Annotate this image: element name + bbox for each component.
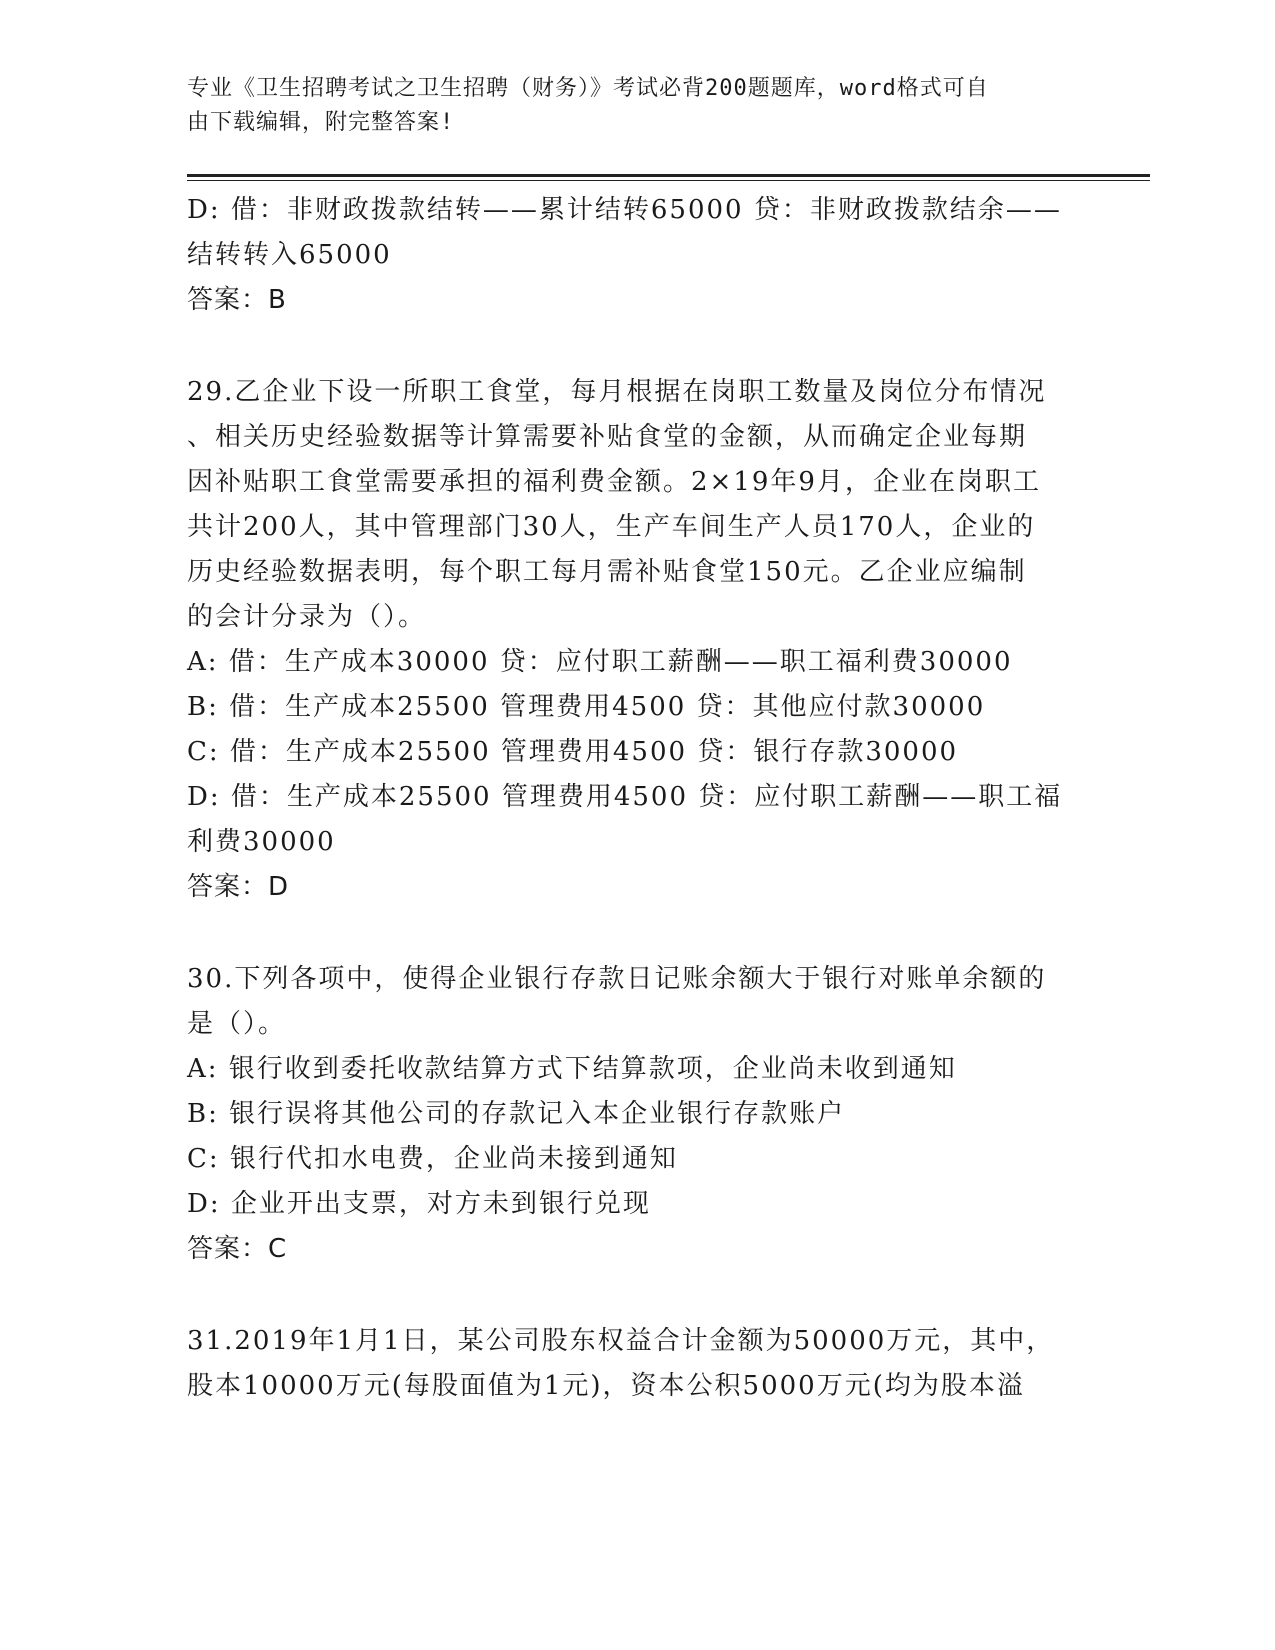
- question-stem-line: 股本10000万元(每股面值为1元)，资本公积5000万元(均为股本溢: [187, 1371, 1025, 1401]
- question-stem-line: 因补贴职工食堂需要承担的福利费金额。2×19年9月，企业在岗职工: [187, 467, 1041, 497]
- question-stem-line: 、相关历史经验数据等计算需要补贴食堂的金额，从而确定企业每期: [187, 422, 1028, 452]
- question-stem-line: 是（）。: [187, 1009, 287, 1039]
- document-body: [187, 188, 1087, 1409]
- question-28-tail: [187, 188, 1087, 323]
- question-stem-line: 31.2019年1月1日，某公司股东权益合计金额为50000万元，其中，: [187, 1326, 1055, 1356]
- question-29: [187, 370, 1087, 910]
- question-stem-line: 30.下列各项中，使得企业银行存款日记账余额大于银行对账单余额的: [187, 964, 1047, 994]
- option-d-line-1: D: 借：非财政拨款结转——累计结转65000 贷：非财政拨款结余——: [187, 195, 1062, 225]
- question-stem-line: 的会计分录为（）。: [187, 602, 427, 632]
- option-c: C: 银行代扣水电费，企业尚未接到通知: [187, 1144, 678, 1174]
- header-line-1: 专业《卫生招聘考试之卫生招聘（财务）》考试必背200题题库，word格式可自: [187, 76, 989, 101]
- option-d: D: 企业开出支票，对方未到银行兑现: [187, 1189, 651, 1219]
- answer-label: 答案：D: [187, 872, 290, 902]
- option-a: A: 银行收到委托收款结算方式下结算款项，企业尚未收到通知: [187, 1054, 957, 1084]
- option-d-line-2: 利费30000: [187, 827, 336, 857]
- document-header: [187, 72, 1087, 140]
- question-stem-line: 历史经验数据表明，每个职工每月需补贴食堂150元。乙企业应编制: [187, 557, 1027, 587]
- option-c: C: 借：生产成本25500 管理费用4500 贷：银行存款30000: [187, 737, 959, 767]
- header-divider-thin: [187, 180, 1150, 181]
- answer-label: 答案：B: [187, 285, 287, 315]
- header-line-2: 由下载编辑，附完整答案!: [187, 110, 455, 135]
- question-31: [187, 1319, 1087, 1409]
- option-d-line-2: 结转转入65000: [187, 240, 392, 270]
- option-b: B: 银行误将其他公司的存款记入本企业银行存款账户: [187, 1099, 846, 1129]
- question-30: [187, 957, 1087, 1272]
- question-stem-line: 29.乙企业下设一所职工食堂，每月根据在岗职工数量及岗位分布情况: [187, 377, 1047, 407]
- option-d-line-1: D: 借：生产成本25500 管理费用4500 贷：应付职工薪酬——职工福: [187, 782, 1063, 812]
- question-stem-line: 共计200人，其中管理部门30人，生产车间生产人员170人，企业的: [187, 512, 1036, 542]
- header-divider-thick: [187, 174, 1150, 177]
- option-b: B: 借：生产成本25500 管理费用4500 贷：其他应付款30000: [187, 692, 986, 722]
- answer-label: 答案：C: [187, 1234, 288, 1264]
- option-a: A: 借：生产成本30000 贷：应付职工薪酬——职工福利费30000: [187, 647, 1013, 677]
